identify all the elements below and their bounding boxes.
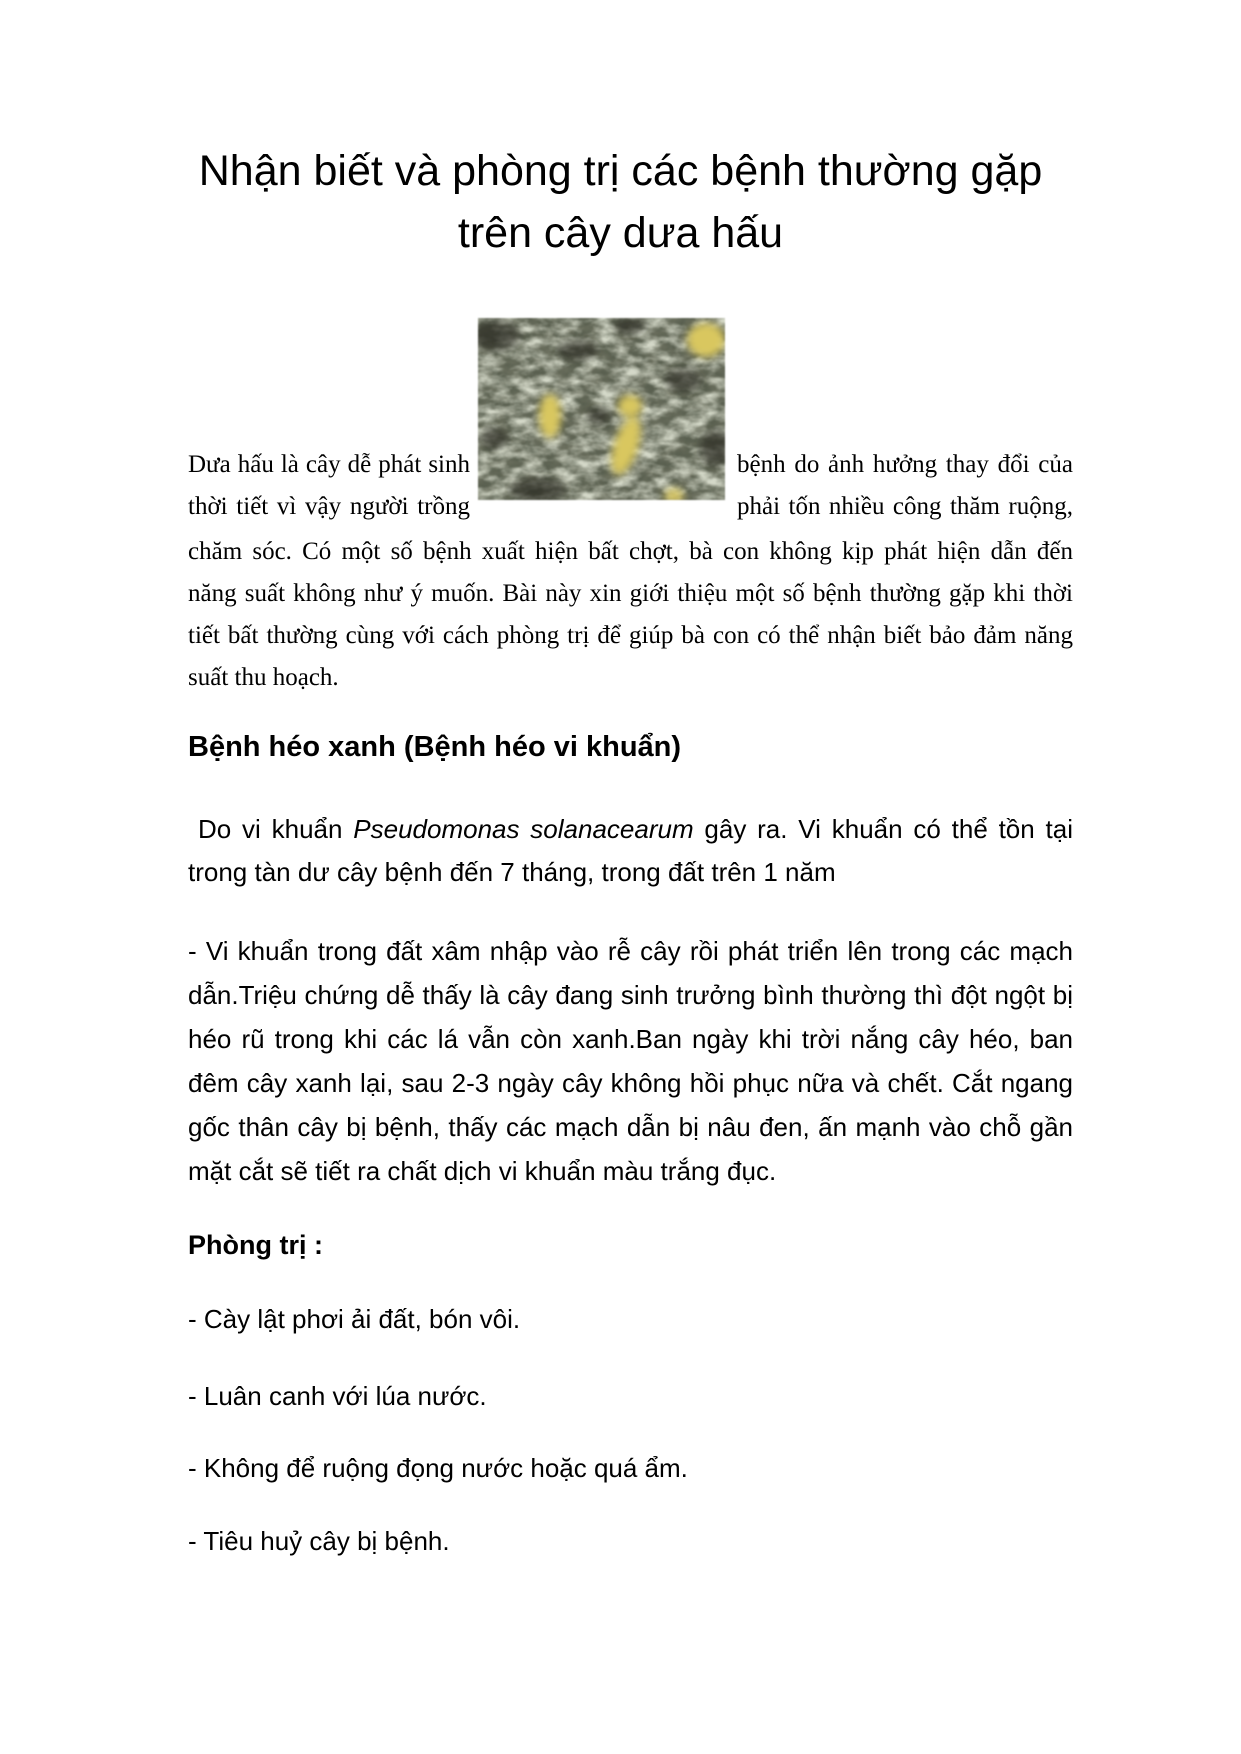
symptom-line: gốc thân cây bị bệnh, thấy các mạch dẫn bị nâu đen, ấn mạnh vào chỗ gần (188, 1112, 1073, 1142)
wilted-watermelon-field-photo (478, 318, 725, 500)
symptom-line: héo rũ trong khi các lá vẫn còn xanh.Ban ngày khi trời nắng cây héo, ban (188, 1024, 1073, 1054)
prevention-item: - Không để ruộng đọng nước hoặc quá ẩm. (188, 1453, 688, 1483)
pathogen-name: Pseudomonas solanacearum (353, 814, 694, 844)
cause-line-1 (188, 812, 1073, 846)
symptom-line: - Vi khuẩn trong đất xâm nhập vào rễ cây rồi phát triển lên trong các mạch (188, 936, 1073, 966)
prevention-item: - Tiêu huỷ cây bị bệnh. (188, 1526, 450, 1556)
intro-line: tiết bất thường cùng với cách phòng trị để giúp bà con có thể nhận biết bảo đảm năng (188, 622, 1073, 649)
intro-line: năng suất không như ý muốn. Bài này xin giới thiệu một số bệnh thường gặp khi thời (188, 580, 1073, 607)
intro-wrap-right-1: bệnh do ảnh hưởng thay đổi của (737, 451, 1073, 478)
symptom-line: mặt cắt sẽ tiết ra chất dịch vi khuẩn màu trắng đục. (188, 1156, 777, 1186)
document-title (0, 140, 1241, 264)
intro-line: suất thu hoạch. (188, 664, 339, 691)
prevention-heading: Phòng trị : (188, 1230, 323, 1260)
title-line-1: Nhận biết và phòng trị các bệnh thường gặp (198, 147, 1043, 195)
intro-wrap-left-2: thời tiết vì vậy người trồng (188, 493, 470, 520)
cause-lead: Do vi khuẩn (198, 814, 354, 844)
symptom-line: đêm cây xanh lại, sau 2-3 ngày cây không hồi phục nữa và chết. Cắt ngang (188, 1068, 1073, 1098)
cause-rest: gây ra. Vi khuẩn có thể tồn tại (693, 814, 1073, 844)
intro-line: chăm sóc. Có một số bệnh xuất hiện bất chợt, bà con không kịp phát hiện dẫn đến (188, 538, 1073, 565)
intro-wrap-right-2: phải tốn nhiều công thăm ruộng, (737, 493, 1073, 520)
cause-line-2: trong tàn dư cây bệnh đến 7 tháng, trong đất trên 1 năm (188, 857, 836, 887)
intro-wrap-left-1: Dưa hấu là cây dễ phát sinh (188, 451, 470, 478)
prevention-item: - Cày lật phơi ải đất, bón vôi. (188, 1304, 521, 1334)
symptom-line: dẫn.Triệu chứng dễ thấy là cây đang sinh trưởng bình thường thì đột ngột bị (188, 980, 1073, 1010)
prevention-item: - Luân canh với lúa nước. (188, 1381, 487, 1411)
title-line-2: trên cây dưa hấu (457, 209, 784, 257)
bacterial-wilt-heading: Bệnh héo xanh (Bệnh héo vi khuẩn) (188, 731, 682, 763)
